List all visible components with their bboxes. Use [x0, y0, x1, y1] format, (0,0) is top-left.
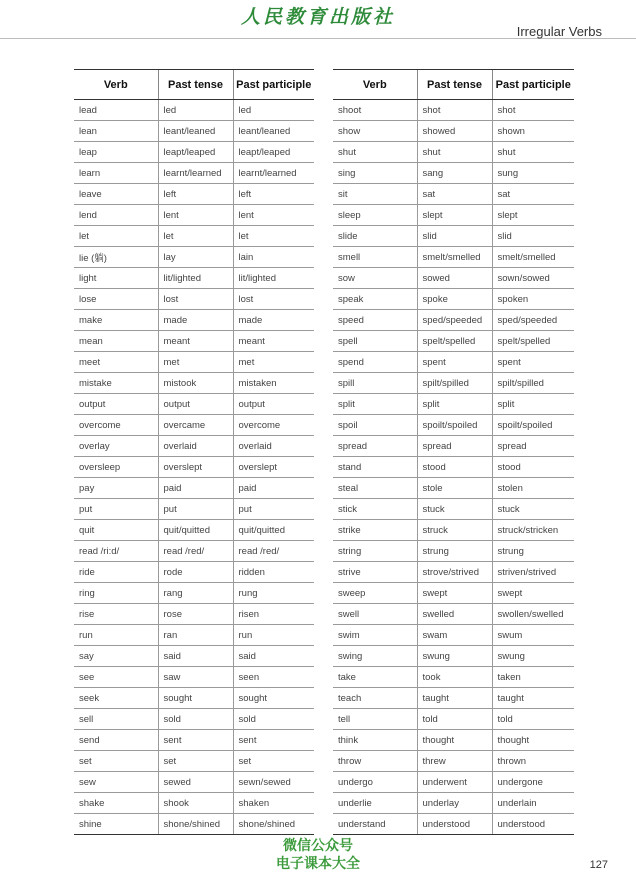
verb-cell: sew — [74, 772, 158, 793]
past-participle-cell: read /red/ — [233, 541, 314, 562]
verb-cell: swim — [333, 625, 417, 646]
past-participle-cell: slid — [492, 226, 574, 247]
past-tense-cell: sang — [417, 163, 492, 184]
past-participle-cell: lain — [233, 247, 314, 268]
verb-cell: lie (躺) — [74, 247, 158, 268]
past-participle-cell: split — [492, 394, 574, 415]
verb-cell: show — [333, 121, 417, 142]
past-tense-cell: sought — [158, 688, 233, 709]
table-row — [74, 436, 314, 457]
past-tense-cell: shone/shined — [158, 814, 233, 835]
past-participle-cell: sung — [492, 163, 574, 184]
watermark-line-1: 微信公众号 — [283, 838, 353, 854]
past-participle-cell: sewn/sewed — [233, 772, 314, 793]
verb-cell: output — [74, 394, 158, 415]
past-tense-cell: meant — [158, 331, 233, 352]
past-participle-cell: seen — [233, 667, 314, 688]
verb-cell: seek — [74, 688, 158, 709]
table-row — [74, 646, 314, 667]
verb-cell: set — [74, 751, 158, 772]
verb-cell: smell — [333, 247, 417, 268]
table-row — [333, 667, 574, 688]
past-participle-cell: risen — [233, 604, 314, 625]
past-participle-cell: strung — [492, 541, 574, 562]
verb-cell: sow — [333, 268, 417, 289]
past-tense-cell: rode — [158, 562, 233, 583]
past-tense-cell: spread — [417, 436, 492, 457]
past-participle-cell: undergone — [492, 772, 574, 793]
table-row — [333, 436, 574, 457]
past-participle-cell: taught — [492, 688, 574, 709]
past-participle-cell: paid — [233, 478, 314, 499]
past-tense-cell: slid — [417, 226, 492, 247]
past-tense-cell: stood — [417, 457, 492, 478]
table-row — [333, 100, 574, 121]
verb-cell: lead — [74, 100, 158, 121]
table-row — [333, 793, 574, 814]
column-header-past-tense: Past tense — [417, 70, 492, 100]
verb-cell: leave — [74, 184, 158, 205]
verb-cell: send — [74, 730, 158, 751]
table-row — [74, 142, 314, 163]
table-row — [74, 100, 314, 121]
past-participle-cell: run — [233, 625, 314, 646]
past-tense-cell: showed — [417, 121, 492, 142]
verb-cell: understand — [333, 814, 417, 835]
past-participle-cell: lit/lighted — [233, 268, 314, 289]
past-tense-cell: rang — [158, 583, 233, 604]
past-participle-cell: mistaken — [233, 373, 314, 394]
past-participle-cell: understood — [492, 814, 574, 835]
table-row — [333, 499, 574, 520]
past-tense-cell: sewed — [158, 772, 233, 793]
table-row — [74, 730, 314, 751]
past-tense-cell: quit/quitted — [158, 520, 233, 541]
table-row — [333, 814, 574, 835]
past-tense-cell: strove/strived — [417, 562, 492, 583]
past-participle-cell: striven/strived — [492, 562, 574, 583]
past-tense-cell: swelled — [417, 604, 492, 625]
table-row — [333, 268, 574, 289]
table-row — [333, 457, 574, 478]
past-participle-cell: taken — [492, 667, 574, 688]
past-participle-cell: sown/sowed — [492, 268, 574, 289]
past-participle-cell: ridden — [233, 562, 314, 583]
past-tense-cell: took — [417, 667, 492, 688]
verb-cell: run — [74, 625, 158, 646]
past-tense-cell: told — [417, 709, 492, 730]
past-tense-cell: stole — [417, 478, 492, 499]
verb-cell: lend — [74, 205, 158, 226]
table-row — [333, 310, 574, 331]
verb-cell: shoot — [333, 100, 417, 121]
past-participle-cell: slept — [492, 205, 574, 226]
past-tense-cell: understood — [417, 814, 492, 835]
past-tense-cell: met — [158, 352, 233, 373]
column-header-past-tense: Past tense — [158, 70, 233, 100]
verb-cell: pay — [74, 478, 158, 499]
past-tense-cell: made — [158, 310, 233, 331]
verb-cell: leap — [74, 142, 158, 163]
table-row — [74, 709, 314, 730]
table-row — [74, 268, 314, 289]
verb-cell: stand — [333, 457, 417, 478]
verb-cell: let — [74, 226, 158, 247]
table-row — [74, 289, 314, 310]
table-row — [333, 583, 574, 604]
past-participle-cell: spilt/spilled — [492, 373, 574, 394]
table-row — [333, 688, 574, 709]
past-participle-cell: stuck — [492, 499, 574, 520]
verb-cell: teach — [333, 688, 417, 709]
past-tense-cell: swam — [417, 625, 492, 646]
past-participle-cell: sold — [233, 709, 314, 730]
past-tense-cell: read /red/ — [158, 541, 233, 562]
table-row — [74, 205, 314, 226]
past-participle-cell: stood — [492, 457, 574, 478]
irregular-verbs-table-left — [74, 69, 314, 835]
past-participle-cell: overcome — [233, 415, 314, 436]
verb-cell: think — [333, 730, 417, 751]
past-participle-cell: swung — [492, 646, 574, 667]
past-participle-cell: sent — [233, 730, 314, 751]
verb-cell: strive — [333, 562, 417, 583]
past-tense-cell: swept — [417, 583, 492, 604]
table-row — [333, 289, 574, 310]
verb-cell: mistake — [74, 373, 158, 394]
page-number: 127 — [589, 859, 608, 871]
past-tense-cell: threw — [417, 751, 492, 772]
past-tense-cell: overslept — [158, 457, 233, 478]
past-tense-cell: lay — [158, 247, 233, 268]
table-header-row — [74, 70, 314, 100]
past-participle-cell: underlain — [492, 793, 574, 814]
verb-cell: ride — [74, 562, 158, 583]
table-row — [74, 373, 314, 394]
verb-cell: tell — [333, 709, 417, 730]
table-row — [333, 226, 574, 247]
verb-cell: mean — [74, 331, 158, 352]
past-tense-cell: overcame — [158, 415, 233, 436]
past-tense-cell: taught — [417, 688, 492, 709]
verb-cell: spread — [333, 436, 417, 457]
verb-cell: underlie — [333, 793, 417, 814]
table-row — [333, 520, 574, 541]
table-row — [74, 184, 314, 205]
past-participle-cell: let — [233, 226, 314, 247]
past-participle-cell: overlaid — [233, 436, 314, 457]
past-tense-cell: leapt/leaped — [158, 142, 233, 163]
table-row — [74, 394, 314, 415]
past-tense-cell: paid — [158, 478, 233, 499]
past-participle-cell: rung — [233, 583, 314, 604]
past-participle-cell: lent — [233, 205, 314, 226]
table-row — [74, 751, 314, 772]
verb-cell: sit — [333, 184, 417, 205]
past-tense-cell: said — [158, 646, 233, 667]
table-row — [74, 625, 314, 646]
past-participle-cell: quit/quitted — [233, 520, 314, 541]
watermark-line-2: 电子课本大全 — [276, 856, 360, 872]
verb-cell: shake — [74, 793, 158, 814]
table-row — [333, 121, 574, 142]
table-header-row — [333, 70, 574, 100]
verb-cell: steal — [333, 478, 417, 499]
table-row — [74, 688, 314, 709]
past-participle-cell: met — [233, 352, 314, 373]
verb-cell: learn — [74, 163, 158, 184]
table-row — [74, 583, 314, 604]
past-tense-cell: overlaid — [158, 436, 233, 457]
table-row — [74, 415, 314, 436]
table-row — [333, 478, 574, 499]
past-participle-cell: thrown — [492, 751, 574, 772]
past-participle-cell: put — [233, 499, 314, 520]
table-row — [74, 163, 314, 184]
verb-cell: make — [74, 310, 158, 331]
verb-cell: spell — [333, 331, 417, 352]
verb-cell: spend — [333, 352, 417, 373]
past-tense-cell: leant/leaned — [158, 121, 233, 142]
past-tense-cell: put — [158, 499, 233, 520]
past-tense-cell: sped/speeded — [417, 310, 492, 331]
table-row — [74, 352, 314, 373]
past-participle-cell: swept — [492, 583, 574, 604]
past-participle-cell: learnt/learned — [233, 163, 314, 184]
past-tense-cell: thought — [417, 730, 492, 751]
table-row — [74, 226, 314, 247]
past-tense-cell: smelt/smelled — [417, 247, 492, 268]
past-participle-cell: shut — [492, 142, 574, 163]
verb-cell: shut — [333, 142, 417, 163]
verb-cell: read /ri:d/ — [74, 541, 158, 562]
table-row — [333, 163, 574, 184]
past-tense-cell: spent — [417, 352, 492, 373]
table-row — [333, 184, 574, 205]
past-tense-cell: struck — [417, 520, 492, 541]
past-tense-cell: underwent — [417, 772, 492, 793]
past-tense-cell: learnt/learned — [158, 163, 233, 184]
past-participle-cell: spread — [492, 436, 574, 457]
past-participle-cell: spelt/spelled — [492, 331, 574, 352]
verb-cell: shine — [74, 814, 158, 835]
table-row — [74, 814, 314, 835]
verb-cell: overcome — [74, 415, 158, 436]
verb-cell: swell — [333, 604, 417, 625]
past-tense-cell: let — [158, 226, 233, 247]
past-participle-cell: stolen — [492, 478, 574, 499]
table-row — [74, 604, 314, 625]
table-row — [333, 730, 574, 751]
past-participle-cell: said — [233, 646, 314, 667]
past-tense-cell: stuck — [417, 499, 492, 520]
column-header-verb: Verb — [333, 70, 417, 100]
verb-cell: sleep — [333, 205, 417, 226]
verb-cell: see — [74, 667, 158, 688]
verb-cell: light — [74, 268, 158, 289]
past-tense-cell: sat — [417, 184, 492, 205]
past-participle-cell: sought — [233, 688, 314, 709]
past-tense-cell: lent — [158, 205, 233, 226]
verb-cell: put — [74, 499, 158, 520]
past-tense-cell: swung — [417, 646, 492, 667]
past-tense-cell: output — [158, 394, 233, 415]
table-row — [74, 793, 314, 814]
past-tense-cell: slept — [417, 205, 492, 226]
verb-cell: throw — [333, 751, 417, 772]
past-tense-cell: left — [158, 184, 233, 205]
table-row — [333, 373, 574, 394]
past-participle-cell: led — [233, 100, 314, 121]
past-tense-cell: sowed — [417, 268, 492, 289]
past-tense-cell: sold — [158, 709, 233, 730]
past-tense-cell: underlay — [417, 793, 492, 814]
verb-cell: lean — [74, 121, 158, 142]
past-tense-cell: sent — [158, 730, 233, 751]
column-header-verb: Verb — [74, 70, 158, 100]
past-participle-cell: sped/speeded — [492, 310, 574, 331]
verb-cell: quit — [74, 520, 158, 541]
table-row — [74, 247, 314, 268]
irregular-verbs-table-right — [333, 69, 574, 835]
verb-cell: undergo — [333, 772, 417, 793]
past-tense-cell: split — [417, 394, 492, 415]
table-row — [333, 205, 574, 226]
past-tense-cell: strung — [417, 541, 492, 562]
past-tense-cell: spoke — [417, 289, 492, 310]
table-row — [333, 646, 574, 667]
page-title: Irregular Verbs — [516, 24, 602, 39]
past-tense-cell: rose — [158, 604, 233, 625]
past-tense-cell: shot — [417, 100, 492, 121]
verb-cell: sing — [333, 163, 417, 184]
past-tense-cell: mistook — [158, 373, 233, 394]
table-row — [74, 541, 314, 562]
past-tense-cell: lost — [158, 289, 233, 310]
past-tense-cell: spoilt/spoiled — [417, 415, 492, 436]
table-row — [333, 541, 574, 562]
past-tense-cell: led — [158, 100, 233, 121]
past-participle-cell: shone/shined — [233, 814, 314, 835]
table-row — [333, 394, 574, 415]
table-row — [74, 562, 314, 583]
table-row — [74, 520, 314, 541]
past-participle-cell: swollen/swelled — [492, 604, 574, 625]
verb-cell: swing — [333, 646, 417, 667]
past-participle-cell: told — [492, 709, 574, 730]
verb-cell: lose — [74, 289, 158, 310]
verb-cell: spill — [333, 373, 417, 394]
past-tense-cell: shut — [417, 142, 492, 163]
verb-cell: slide — [333, 226, 417, 247]
table-row — [74, 667, 314, 688]
verb-cell: split — [333, 394, 417, 415]
verb-cell: stick — [333, 499, 417, 520]
verb-cell: meet — [74, 352, 158, 373]
past-participle-cell: overslept — [233, 457, 314, 478]
past-participle-cell: left — [233, 184, 314, 205]
past-tense-cell: spilt/spilled — [417, 373, 492, 394]
past-participle-cell: lost — [233, 289, 314, 310]
table-row — [333, 772, 574, 793]
verb-cell: spoil — [333, 415, 417, 436]
past-participle-cell: swum — [492, 625, 574, 646]
past-participle-cell: thought — [492, 730, 574, 751]
past-tense-cell: saw — [158, 667, 233, 688]
verb-cell: speed — [333, 310, 417, 331]
past-tense-cell: shook — [158, 793, 233, 814]
column-header-past-participle: Past participle — [492, 70, 574, 100]
table-row — [74, 121, 314, 142]
past-participle-cell: shaken — [233, 793, 314, 814]
table-row — [74, 772, 314, 793]
table-row — [333, 331, 574, 352]
verb-cell: strike — [333, 520, 417, 541]
past-participle-cell: output — [233, 394, 314, 415]
verb-cell: sweep — [333, 583, 417, 604]
verb-cell: say — [74, 646, 158, 667]
past-participle-cell: spoken — [492, 289, 574, 310]
table-row — [74, 478, 314, 499]
verb-cell: oversleep — [74, 457, 158, 478]
verb-cell: speak — [333, 289, 417, 310]
table-row — [74, 331, 314, 352]
publisher-logo: 人民教育出版社 — [240, 6, 395, 28]
past-participle-cell: leant/leaned — [233, 121, 314, 142]
verb-cell: sell — [74, 709, 158, 730]
table-row — [333, 625, 574, 646]
past-participle-cell: sat — [492, 184, 574, 205]
table-row — [333, 751, 574, 772]
verb-cell: overlay — [74, 436, 158, 457]
past-tense-cell: set — [158, 751, 233, 772]
table-row — [333, 247, 574, 268]
table-row — [333, 352, 574, 373]
past-participle-cell: meant — [233, 331, 314, 352]
past-participle-cell: struck/stricken — [492, 520, 574, 541]
table-row — [333, 415, 574, 436]
past-tense-cell: spelt/spelled — [417, 331, 492, 352]
past-participle-cell: made — [233, 310, 314, 331]
table-row — [74, 457, 314, 478]
verb-cell: ring — [74, 583, 158, 604]
past-tense-cell: lit/lighted — [158, 268, 233, 289]
past-participle-cell: spoilt/spoiled — [492, 415, 574, 436]
past-participle-cell: leapt/leaped — [233, 142, 314, 163]
table-row — [333, 709, 574, 730]
table-row — [74, 499, 314, 520]
column-header-past-participle: Past participle — [233, 70, 314, 100]
verb-cell: rise — [74, 604, 158, 625]
table-row — [333, 562, 574, 583]
table-row — [333, 142, 574, 163]
verb-cell: take — [333, 667, 417, 688]
table-row — [74, 310, 314, 331]
past-participle-cell: shot — [492, 100, 574, 121]
verb-cell: string — [333, 541, 417, 562]
table-row — [333, 604, 574, 625]
past-participle-cell: set — [233, 751, 314, 772]
past-participle-cell: shown — [492, 121, 574, 142]
past-participle-cell: spent — [492, 352, 574, 373]
past-tense-cell: ran — [158, 625, 233, 646]
past-participle-cell: smelt/smelled — [492, 247, 574, 268]
